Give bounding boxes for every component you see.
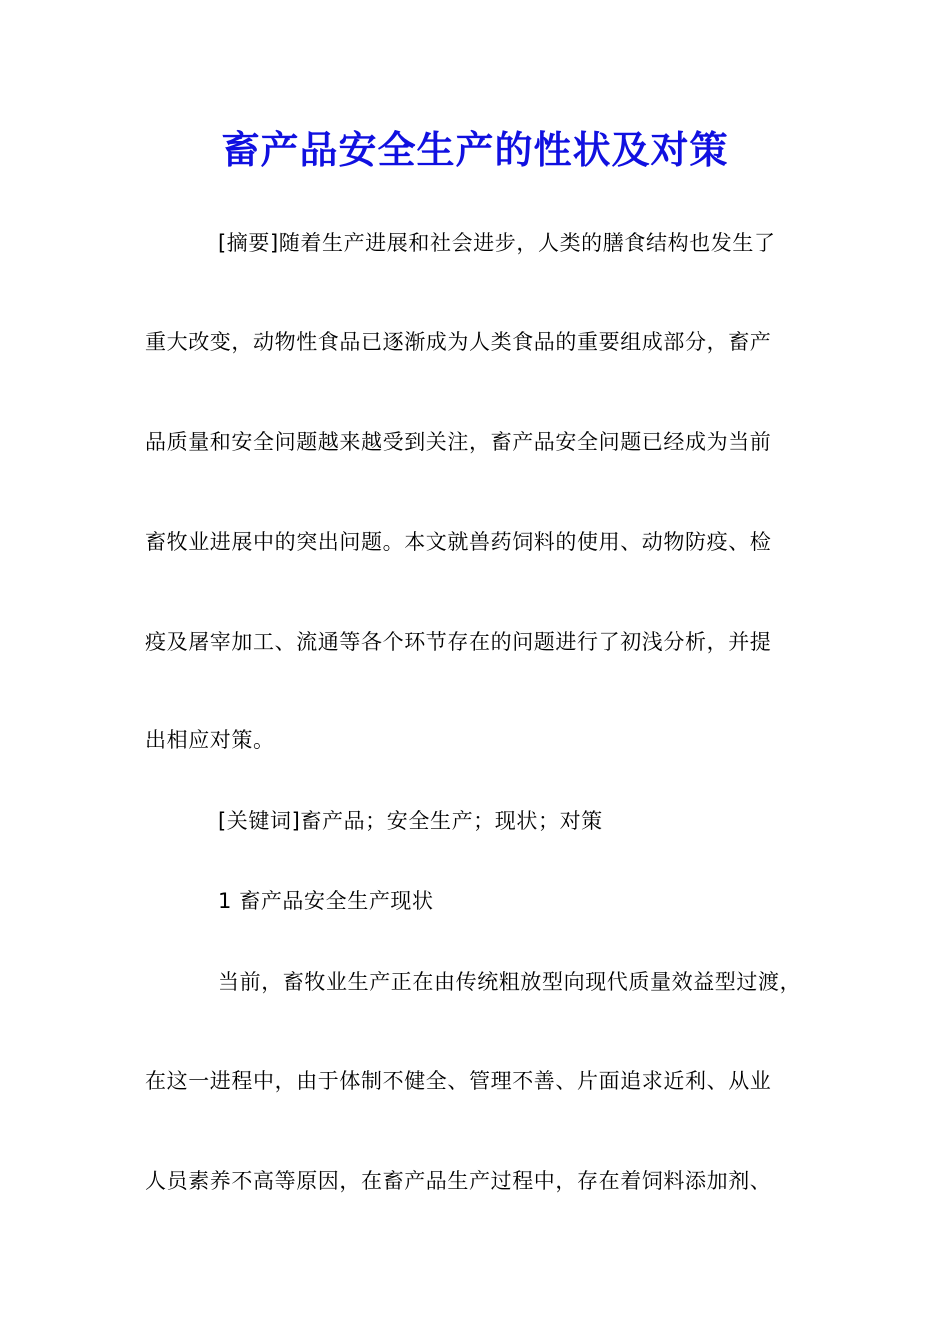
abstract-line-4: 畜牧业进展中的突出问题。本文就兽药饲料的使用、动物防疫、检 — [145, 530, 772, 554]
abstract-line-6: 出相应对策。 — [145, 728, 275, 752]
document-title: 畜产品安全生产的性状及对策 — [221, 127, 729, 172]
body-line-3: 人员素养不高等原因，在畜产品生产过程中，存在着饲料添加剂、 — [145, 1169, 772, 1193]
keywords-line: [关键词]畜产品；安全生产；现状；对策 — [218, 809, 603, 833]
body-line-1: 当前，畜牧业生产正在由传统粗放型向现代质量效益型过渡， — [218, 970, 802, 994]
abstract-line-5: 疫及屠宰加工、流通等各个环节存在的问题进行了初浅分析，并提 — [145, 630, 772, 654]
abstract-line-3: 品质量和安全问题越来越受到关注，畜产品安全问题已经成为当前 — [145, 430, 772, 454]
section-heading: 1 畜产品安全生产现状 — [218, 889, 434, 913]
abstract-line-2: 重大改变，动物性食品已逐渐成为人类食品的重要组成部分，畜产 — [145, 330, 772, 354]
body-line-2: 在这一进程中，由于体制不健全、管理不善、片面追求近利、从业 — [145, 1069, 772, 1093]
abstract-line-1: [摘要]随着生产进展和社会进步，人类的膳食结构也发生了 — [218, 231, 776, 255]
